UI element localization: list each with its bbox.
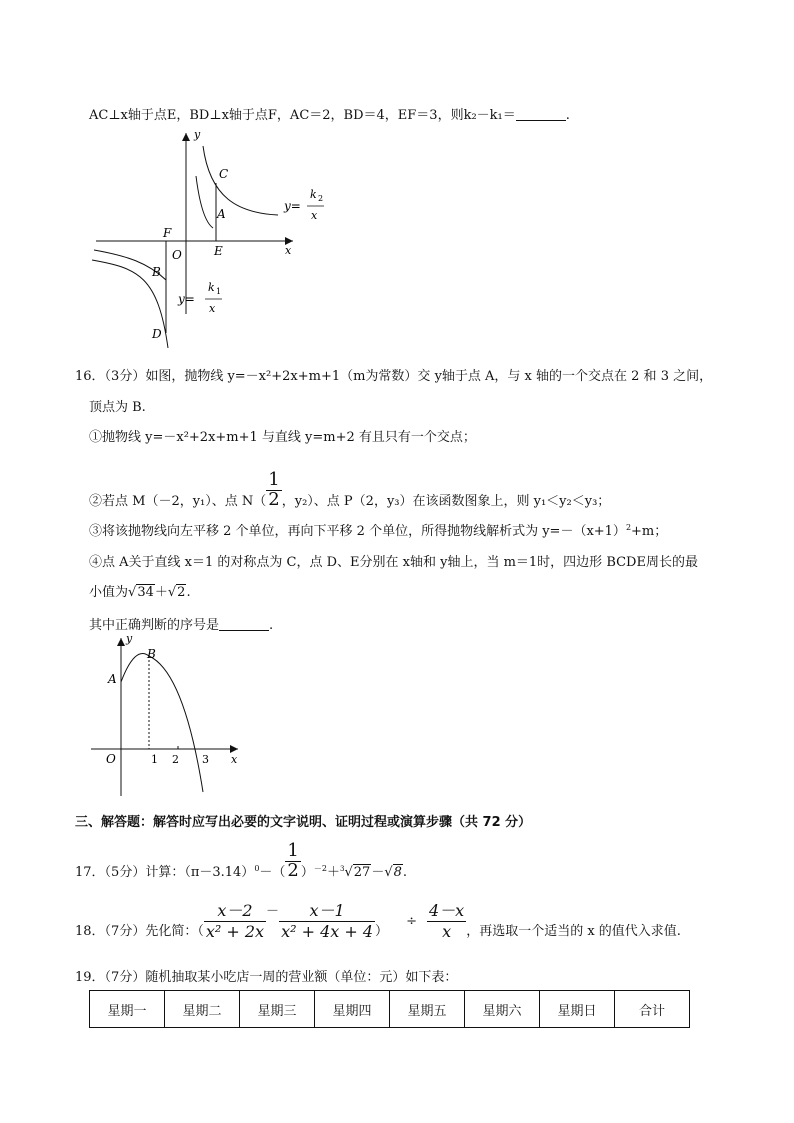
q16-s2-den: 2 (268, 489, 280, 510)
q15-label-b: B (152, 265, 161, 279)
q15-label-k2-sub: 2 (318, 194, 324, 203)
q17 (75, 840, 407, 890)
q18-fraction-1 (204, 898, 266, 941)
q15-end: . (565, 108, 570, 123)
q15-curve-k2-inner (196, 176, 213, 228)
q16-s3-part-a: ③将该抛物线向左平移 2 个单位，再向下平移 2 个单位，所得抛物线解析式为 y=－（x+1） (89, 524, 626, 539)
q16-intro-1: 16．（3分）如图，抛物线 y=－x²+2x+m+1（m为常数）交 y轴于点 A，与 x 轴的一个交点在 2 和 3 之间， (75, 369, 713, 384)
q18-part-a: 18．（7分）先化简：（ (75, 924, 204, 939)
q17-end: . (402, 865, 408, 880)
q16-answer-blank[interactable] (219, 618, 269, 631)
q16-s2-num: 1 (268, 469, 280, 490)
q15-curve-k2 (203, 146, 278, 215)
q16-s3-sup: 2 (625, 523, 632, 532)
q16-statement-2 (89, 456, 611, 510)
q18-fraction-2 (279, 898, 375, 941)
q15-label-d: D (152, 327, 162, 341)
q16-s4-root-34: 34 (137, 585, 154, 600)
q18 (75, 898, 681, 958)
table-cell: 星期六 (465, 991, 540, 1028)
q18-f3-den: x (442, 922, 452, 941)
q15-label-k1-sub: 1 (216, 287, 222, 296)
q16-s4-end: . (186, 585, 191, 600)
q16-s2-part-b: ，y₂）、点 P（2，y₃）在该函数图象上，则 y₁＜y₂＜y₃； (281, 494, 611, 509)
q15-label-y: y (194, 128, 201, 141)
q16-label-b: B (147, 647, 156, 661)
q19-table (89, 990, 690, 1028)
q18-f3-num: 4－x (428, 901, 465, 920)
q18-f1-den: x² + 2x (205, 922, 265, 941)
q18-f2-den: x² + 4x + 4 (281, 922, 374, 941)
sqrt-icon: √ (128, 585, 137, 600)
q16-tick-2: 2 (172, 753, 179, 766)
q16-s3-part-b: +m； (631, 524, 668, 539)
q17-part-b: －（ (259, 865, 286, 880)
q15-label-o: O (172, 248, 182, 262)
q15-y-arrow (182, 133, 190, 141)
sqrt-icon: √ (344, 865, 353, 880)
q17-den: 2 (287, 860, 299, 881)
q15-label-c: C (219, 167, 229, 181)
q17-sqrt-8: 8 (393, 865, 402, 880)
q16-graph (88, 632, 248, 800)
q17-cbrt-27: 27 (353, 865, 371, 880)
q16-statement-4a: ④点 A关于直线 x＝1 的对称点为 C，点 D、E分别在 x轴和 y轴上，当 m＝1时，四边形 BCDE周长的最 (89, 555, 698, 570)
q16-s4-plus: ＋ (154, 585, 168, 600)
table-cell: 合计 (615, 991, 690, 1028)
q16-intro-2: 顶点为 B. (89, 400, 146, 415)
q16-s2-fraction (266, 469, 281, 509)
q15-label-e: E (214, 244, 223, 258)
q16-label-a: A (108, 672, 117, 686)
q16-tick-3: 3 (202, 753, 209, 766)
table-cell: 星期三 (240, 991, 315, 1028)
q15-label-xden-k2: x (311, 209, 318, 222)
q18-f2-num: x－1 (309, 901, 345, 920)
table-cell: 星期二 (165, 991, 240, 1028)
q17-sup-neg2: －2 (313, 864, 327, 873)
q17-part-c: ） (300, 865, 314, 880)
q17-tail (301, 861, 407, 880)
q17-part-a-wrap (75, 861, 285, 880)
q17-part-a: 17．（5分）计算：（π－3.14） (75, 865, 255, 880)
table-cell: 星期五 (390, 991, 465, 1028)
table-row (90, 991, 690, 1028)
q16-statement-1: ①抛物线 y=－x²+2x+m+1 与直线 y=m+2 有且只有一个交点； (89, 430, 476, 445)
q15-line: AC⊥x轴于点E，BD⊥x轴于点F，AC＝2，BD＝4，EF＝3，则k₂－k₁＝ (89, 108, 516, 123)
q15-label-a: A (217, 207, 226, 221)
q19-text: 19．（7分）随机抽取某小吃店一周的营业额（单位：元）如下表： (75, 970, 458, 985)
q15-graph (88, 128, 338, 348)
q18-minus: － (266, 904, 280, 919)
sqrt-icon: √ (167, 585, 177, 600)
q18-divide: ÷ (406, 914, 417, 929)
q16-x-arrow (230, 745, 238, 753)
q16-s4-prefix: 小值为 (89, 585, 129, 600)
q17-part-e: － (371, 865, 385, 880)
q15-label-k1: k (208, 281, 215, 294)
q16-label-x: x (231, 753, 238, 766)
q17-sup-0: 0 (254, 864, 260, 873)
q16-ask-text: 其中正确判断的序号是 (89, 618, 220, 633)
table-cell: 星期日 (540, 991, 615, 1028)
q16-statement-3 (89, 520, 667, 539)
q15-label-yeq-k2: y= (284, 199, 301, 213)
q16-label-o: O (106, 752, 116, 766)
q16-tick-1: 1 (151, 753, 158, 766)
q16-parabola (121, 653, 203, 792)
q16-statement-4b (89, 581, 191, 600)
table-cell: 星期一 (90, 991, 165, 1028)
section-3-heading: 三、解答题：解答时应写出必要的文字说明、证明过程或演算步骤（共 72 分） (75, 815, 532, 830)
q17-num: 1 (287, 840, 299, 861)
q15-label-x: x (285, 244, 292, 257)
q18-f1-num: x－2 (217, 901, 253, 920)
q15-label-f: F (163, 226, 172, 240)
q15-label-yeq-k1: y= (178, 292, 195, 306)
q16-ask (89, 614, 273, 633)
q18-part-b: ） (375, 924, 389, 939)
q15-label-xden-k1: x (209, 302, 216, 315)
q17-fraction (285, 840, 300, 880)
q17-part-d: ＋ (326, 865, 340, 880)
q16-y-arrow (117, 638, 125, 646)
q18-fraction-3 (427, 898, 466, 941)
q16-ask-end: . (269, 618, 274, 633)
sqrt-icon: √ (384, 865, 393, 880)
q16-label-y: y (126, 632, 133, 645)
q17-cbrt-index: 3 (340, 865, 345, 873)
table-cell: 星期四 (315, 991, 390, 1028)
q15-answer-blank[interactable] (516, 108, 566, 121)
q16-s2-part-a: ②若点 M（－2，y₁）、点 N（ (89, 494, 267, 509)
q15-label-k2: k (310, 188, 317, 201)
q18-part-c: ，再选取一个适当的 x 的值代入求值. (466, 924, 681, 939)
q15-text (89, 104, 570, 123)
q16-s4-root-2: 2 (177, 585, 186, 600)
